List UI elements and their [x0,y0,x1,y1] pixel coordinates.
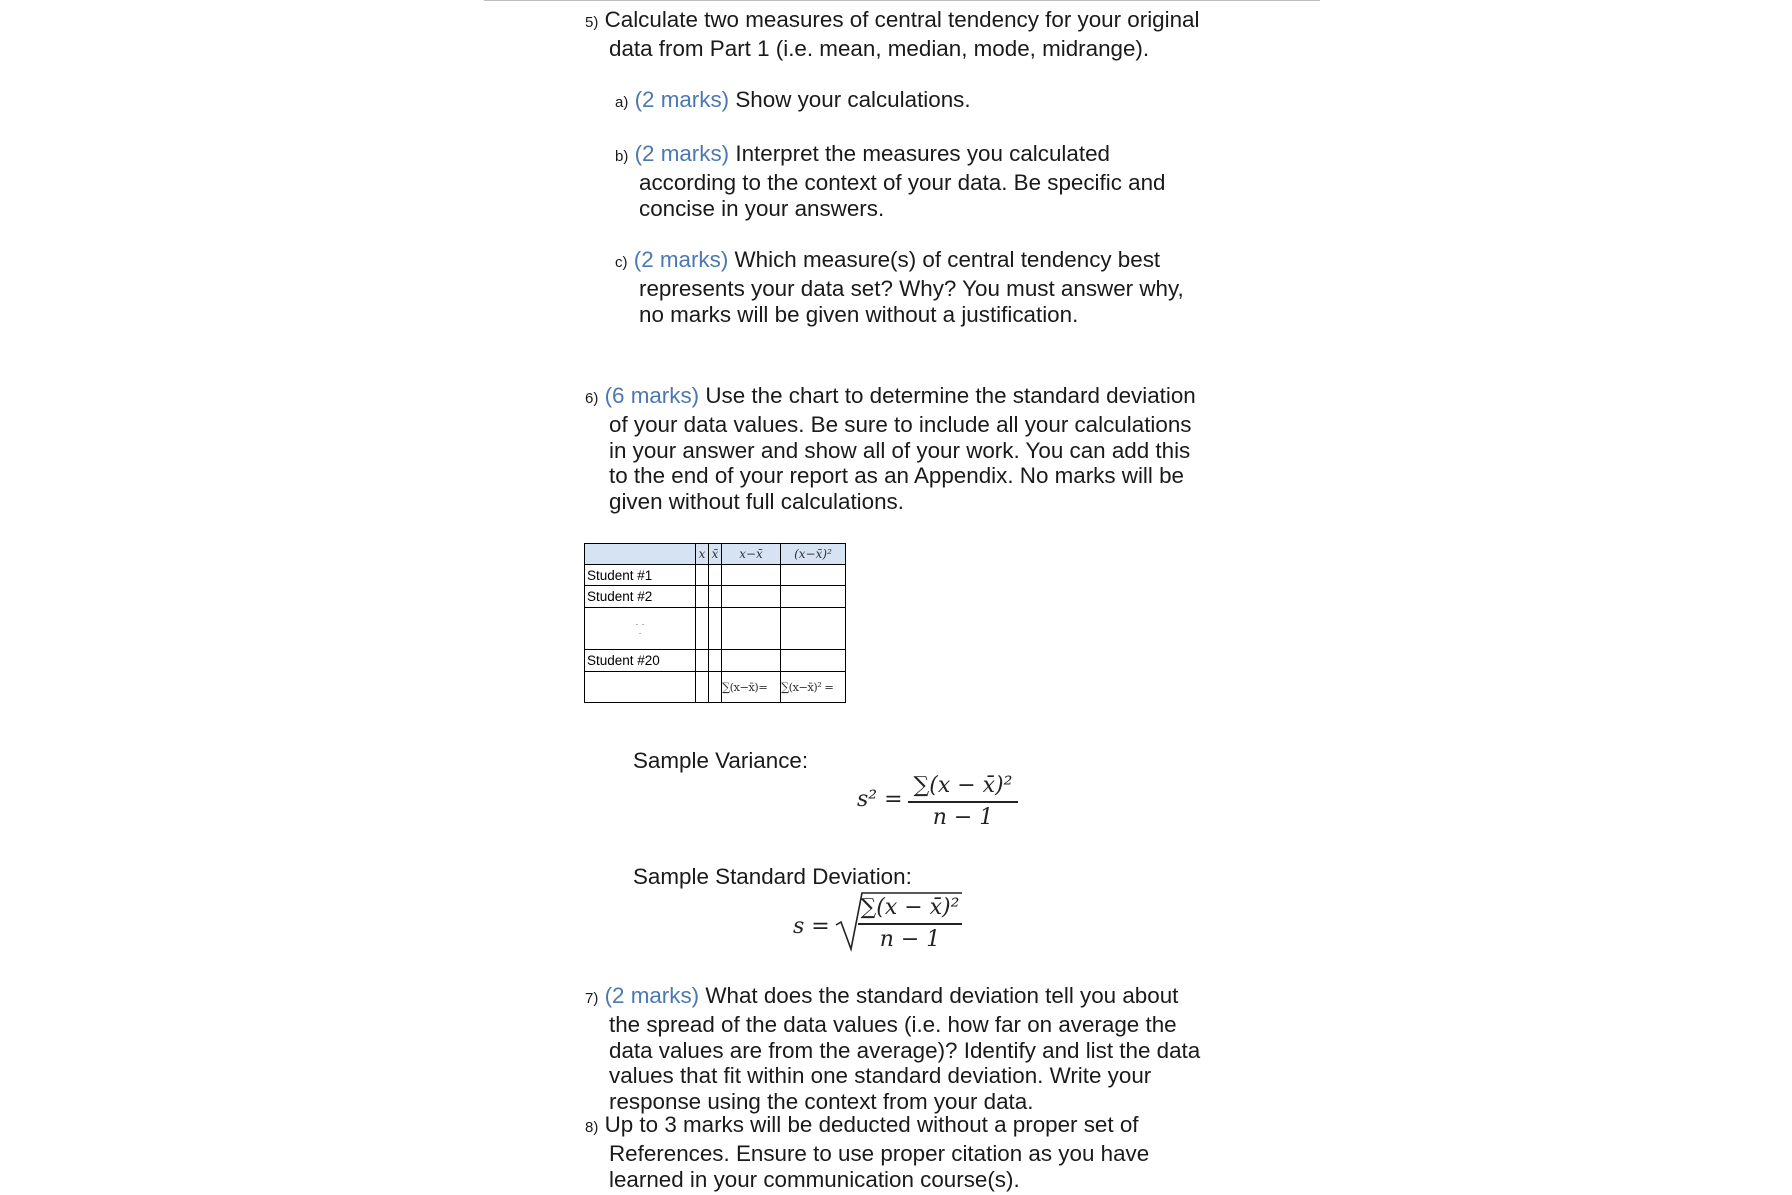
question-text: no marks will be given without a justification. [639,301,1079,327]
marks-label: (2 marks) [604,983,700,1008]
question-text: response using the context from your data. [609,1089,1034,1115]
marks-label: (6 marks) [604,383,700,408]
question-6 [585,383,1196,515]
sum-deviation-cell: ∑(x−x̄)= [722,672,781,703]
table-sum-row [585,672,846,703]
table-cell [722,586,781,608]
table-cell [709,565,722,586]
table-cell [781,586,846,608]
question-5b [615,141,1166,221]
question-text: given without full calculations. [609,489,904,515]
table-cell [722,608,781,650]
question-7 [585,983,1200,1115]
table-cell [722,650,781,672]
table-header-cell: (x−x̄)² [781,544,846,565]
standard-deviation-table [584,543,846,703]
std-dev-lhs: s = [793,914,830,939]
row-label: Student #2 [585,586,696,608]
question-text: Use the chart to determine the standard deviation [705,383,1196,408]
table-header-cell: x [696,544,709,565]
std-dev-denominator: n − 1 [879,926,941,952]
table-cell [781,650,846,672]
variance-fraction [908,773,1018,831]
question-text: concise in your answers. [639,195,885,221]
fraction-bar [858,923,962,925]
question-8 [585,1112,1149,1192]
question-text: to the end of your report as an Appendix. No marks will be [609,463,1185,489]
question-text: according to the context of your data. Be specific and [639,169,1166,195]
sample-std-dev-label: Sample Standard Deviation: [633,864,912,889]
table-row [585,608,846,650]
table-row [585,586,846,608]
table-cell [709,650,722,672]
question-5 [585,7,1199,62]
question-number: 5) [585,14,599,31]
table-header-cell [585,544,696,565]
table-cell [781,565,846,586]
fraction-bar [908,801,1018,803]
table-row [585,650,846,672]
question-text: represents your data set? Why? You must answer why, [639,275,1184,301]
question-number: 8) [585,1119,599,1136]
question-text: data from Part 1 (i.e. mean, median, mode, midrange). [609,35,1150,61]
question-text: What does the standard deviation tell you about [705,983,1179,1008]
std-dev-fraction [858,895,962,953]
question-text: Which measure(s) of central tendency best [734,247,1161,272]
std-dev-numerator: ∑(x − x̄)² [860,895,960,920]
question-text: Up to 3 marks will be deducted without a proper set of [604,1112,1139,1137]
question-number: 7) [585,990,599,1007]
table-cell [709,608,722,650]
variance-denominator: n − 1 [932,804,994,830]
variance-lhs: s² = [857,787,903,812]
question-text: of your data values. Be sure to include all your calculations [609,411,1192,437]
sum-squared-deviation-cell: ∑(x−x̄)² = [781,672,846,703]
question-5a [615,87,971,116]
question-text: data values are from the average)? Identify and list the data [609,1037,1201,1063]
variance-numerator: ∑(x − x̄)² [913,773,1013,798]
table-cell [696,650,709,672]
ellipsis-row-label: · · · [585,608,696,650]
table-cell [722,565,781,586]
table-cell [696,586,709,608]
question-text: learned in your communication course(s). [609,1166,1020,1192]
row-label: Student #20 [585,650,696,672]
sample-variance-label: Sample Variance: [633,748,809,773]
question-number: b) [615,148,629,165]
question-number: 6) [585,390,599,407]
question-text: in your answer and show all of your work. You can add this [609,437,1191,463]
question-number: a) [615,94,629,111]
marks-label: (2 marks) [633,247,729,272]
question-text: Show your calculations. [735,87,971,112]
table-header-row [585,544,846,565]
table-cell [585,672,696,703]
marks-label: (2 marks) [634,87,730,112]
question-text: References. Ensure to use proper citation as you have [609,1140,1150,1166]
table-header-cell: x̄ [709,544,722,565]
row-label: Student #1 [585,565,696,586]
question-text: values that fit within one standard deviation. Write your [609,1063,1152,1089]
question-5c [615,247,1184,327]
question-text: Interpret the measures you calculated [735,141,1110,166]
table-cell [696,608,709,650]
table-cell [781,608,846,650]
question-number: c) [615,254,628,271]
table-cell [696,565,709,586]
question-text: Calculate two measures of central tendency for your original [604,7,1200,32]
table-cell [696,672,709,703]
table-cell [709,586,722,608]
table-row [585,565,846,586]
table-header-cell: x−x̄ [722,544,781,565]
question-text: the spread of the data values (i.e. how far on average the [609,1011,1177,1037]
marks-label: (2 marks) [634,141,730,166]
table-cell [709,672,722,703]
